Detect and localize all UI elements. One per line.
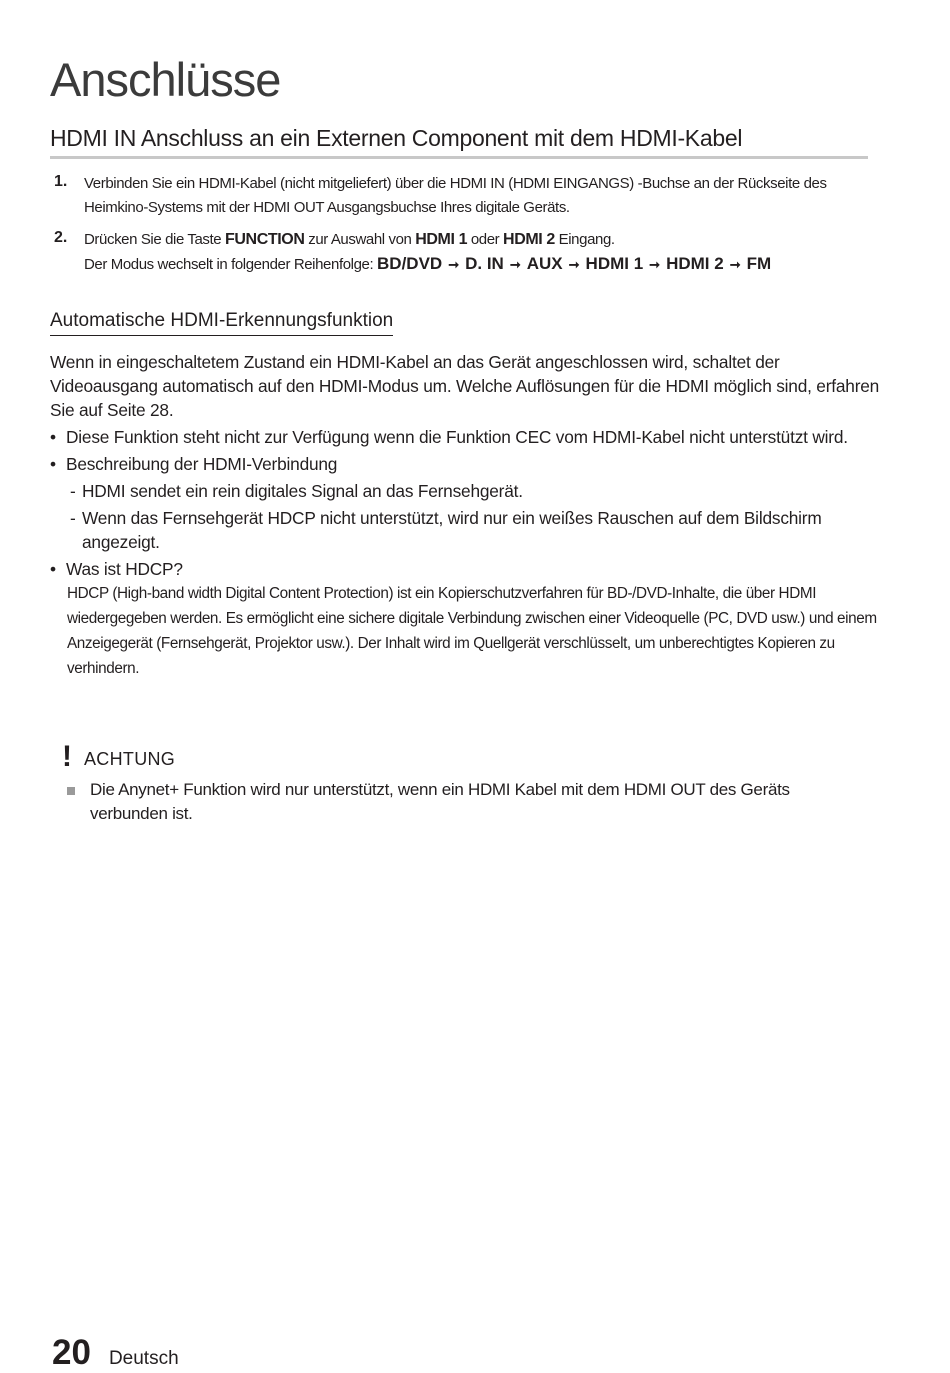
caution-title: ACHTUNG xyxy=(84,749,176,769)
step-number: 1. xyxy=(54,173,68,190)
section-title: HDMI IN Anschluss an ein Externen Component mit dem HDMI-Kabel xyxy=(50,125,868,159)
dash-item xyxy=(70,506,880,554)
subsection-title: Automatische HDMI-Erkennungsfunktion xyxy=(50,310,393,336)
dash-item xyxy=(70,479,880,503)
step-2 xyxy=(50,228,870,277)
subsection-body xyxy=(50,350,880,681)
step-number: 2. xyxy=(54,229,68,246)
step-text-pre: Drücken Sie die Taste xyxy=(84,231,226,248)
warning-icon: ! xyxy=(62,740,72,773)
mode-item: FM xyxy=(746,254,772,273)
bullet-item xyxy=(50,557,880,581)
bullet-item xyxy=(50,452,880,476)
caution-text: Die Anynet+ Funktion wird nur unterstützt, wenn ein HDMI Kabel mit dem HDMI OUT des Geräts verbunden ist. xyxy=(90,780,790,823)
step-text-mid: zur Auswahl von xyxy=(304,231,416,248)
intro-paragraph: Wenn in eingeschaltetem Zustand ein HDMI-Kabel an das Gerät angeschlossen wird, schaltet der Videoausgang automatisch auf den HDMI-Modus um. Welche Auflösungen für die HDMI möglich sind, erfahren Sie auf Seite 28. xyxy=(50,352,880,420)
bullet-icon: • xyxy=(50,559,56,579)
hdmi2-label: HDMI 2 xyxy=(503,231,555,248)
mode-item: HDMI 1 xyxy=(585,254,644,273)
dash-icon: - xyxy=(70,508,76,528)
mode-sequence xyxy=(377,254,771,273)
caution-box xyxy=(62,742,862,826)
arrow-right-icon: ➞ xyxy=(448,257,460,272)
mode-item: BD/DVD xyxy=(377,254,443,273)
caution-item xyxy=(62,778,862,826)
bullet-text: Diese Funktion steht nicht zur Verfügung wenn die Funktion CEC vom HDMI-Kabel nicht unterstützt wird. xyxy=(66,427,848,447)
caution-header xyxy=(62,742,862,772)
arrow-right-icon: ➞ xyxy=(729,257,741,272)
mode-item: HDMI 2 xyxy=(666,254,724,273)
mode-item: D. IN xyxy=(465,254,504,273)
hdcp-definition: HDCP (High-band width Digital Content Protection) ist ein Kopierschutzverfahren für BD-/DVD-Inhalte, die über HDMI wiedergegeben werden. Es ermöglicht eine sichere digitale Verbindung zwischen einer Videoquelle (PC, DVD usw.) und einem Anzeigegerät (Fernsehgerät, Projektor usw.). Der Inhalt wird im Quellgerät verschlüsselt, um unberechtigtes Kopieren zu verhindern. xyxy=(67,585,877,677)
function-key: FUNCTION xyxy=(225,231,305,248)
mode-sequence-intro: Der Modus wechselt in folgender Reihenfolge: xyxy=(84,256,378,273)
steps-list xyxy=(50,172,870,285)
bullet-icon: • xyxy=(50,454,56,474)
step-text-post: Eingang. xyxy=(554,231,615,248)
mode-item: AUX xyxy=(526,254,563,273)
bullet-item xyxy=(50,425,880,449)
language-label: Deutsch xyxy=(108,1348,179,1369)
page-footer xyxy=(52,1333,179,1373)
dash-text: Wenn das Fernsehgerät HDCP nicht unterstützt, wird nur ein weißes Rauschen auf dem Bildschirm angezeigt. xyxy=(82,508,822,552)
dash-text: HDMI sendet ein rein digitales Signal an das Fernsehgerät. xyxy=(82,481,523,501)
hdmi1-label: HDMI 1 xyxy=(415,231,468,248)
step-text: Verbinden Sie ein HDMI-Kabel (nicht mitgeliefert) über die HDMI IN (HDMI EINGANGS) -Buchse an der Rückseite des Heimkino-Systems mit der HDMI OUT Ausgangsbuchse Ihres digitale Geräts. xyxy=(84,175,827,216)
bullet-text: Was ist HDCP? xyxy=(66,559,183,579)
step-text xyxy=(84,228,771,277)
dash-icon: - xyxy=(70,481,76,501)
bullet-text: Beschreibung der HDMI-Verbindung xyxy=(66,454,338,474)
step-1 xyxy=(50,172,870,220)
arrow-right-icon: ➞ xyxy=(568,257,580,272)
step-text-mid: oder xyxy=(467,231,504,248)
arrow-right-icon: ➞ xyxy=(649,257,661,272)
square-bullet-icon xyxy=(62,778,90,826)
arrow-right-icon: ➞ xyxy=(509,257,521,272)
page-title: Anschlüsse xyxy=(50,53,281,106)
page-number: 20 xyxy=(52,1333,91,1372)
bullet-icon: • xyxy=(50,427,56,447)
